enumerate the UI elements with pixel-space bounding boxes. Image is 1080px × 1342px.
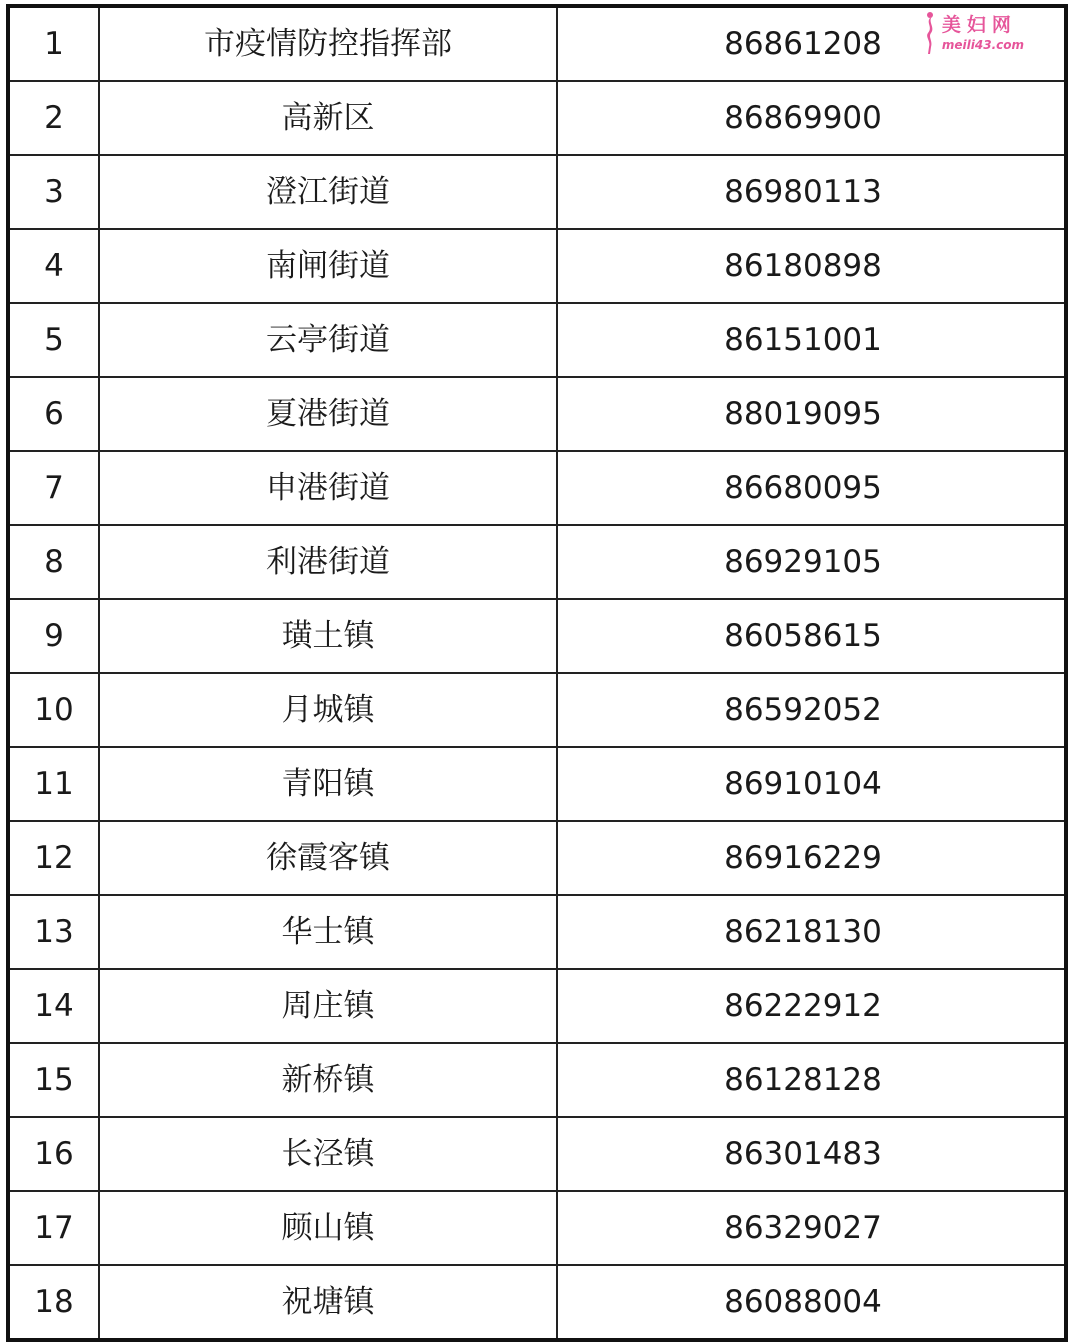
table-row	[8, 6, 1066, 81]
unit-name: 周庄镇	[99, 969, 557, 1043]
unit-name: 利港街道	[99, 525, 557, 599]
phone-number: 86222912	[724, 987, 882, 1024]
phone-number: 86151001	[724, 321, 882, 358]
table-row	[8, 377, 1066, 451]
phone-cell	[557, 747, 1066, 821]
phone-cell	[557, 673, 1066, 747]
unit-name: 澄江街道	[99, 155, 557, 229]
row-number: 9	[8, 599, 99, 673]
row-number: 2	[8, 81, 99, 155]
phone-number: 86869900	[724, 99, 882, 136]
phone-number: 86592052	[724, 691, 882, 728]
table-row	[8, 747, 1066, 821]
unit-name: 长泾镇	[99, 1117, 557, 1191]
table-row	[8, 451, 1066, 525]
phone-cell	[557, 451, 1066, 525]
phone-number: 86088004	[724, 1283, 882, 1320]
row-number: 3	[8, 155, 99, 229]
phone-number: 86058615	[724, 617, 882, 654]
phone-cell	[557, 969, 1066, 1043]
table-row	[8, 1191, 1066, 1265]
row-number: 14	[8, 969, 99, 1043]
row-number: 18	[8, 1265, 99, 1340]
table-row	[8, 81, 1066, 155]
table-row	[8, 969, 1066, 1043]
phone-number: 86980113	[724, 173, 882, 210]
unit-name: 祝塘镇	[99, 1265, 557, 1340]
row-number: 16	[8, 1117, 99, 1191]
table-row	[8, 303, 1066, 377]
table-row	[8, 1043, 1066, 1117]
phone-number: 86861208	[724, 25, 882, 62]
hotline-table-body	[8, 6, 1066, 1340]
phone-cell	[557, 81, 1066, 155]
row-number: 13	[8, 895, 99, 969]
unit-name: 申港街道	[99, 451, 557, 525]
table-row	[8, 821, 1066, 895]
phone-number: 86329027	[724, 1209, 882, 1246]
phone-cell	[557, 599, 1066, 673]
phone-number: 86301483	[724, 1135, 882, 1172]
phone-cell	[557, 525, 1066, 599]
table-row	[8, 229, 1066, 303]
table-row	[8, 895, 1066, 969]
table-row	[8, 599, 1066, 673]
phone-cell	[557, 1043, 1066, 1117]
unit-name: 月城镇	[99, 673, 557, 747]
row-number: 5	[8, 303, 99, 377]
row-number: 6	[8, 377, 99, 451]
table-row	[8, 525, 1066, 599]
phone-number: 88019095	[724, 395, 882, 432]
phone-cell	[557, 1191, 1066, 1265]
unit-name: 南闸街道	[99, 229, 557, 303]
phone-cell	[557, 821, 1066, 895]
table-row	[8, 673, 1066, 747]
unit-name: 高新区	[99, 81, 557, 155]
unit-name: 云亭街道	[99, 303, 557, 377]
phone-cell	[557, 303, 1066, 377]
unit-name: 夏港街道	[99, 377, 557, 451]
table-row	[8, 155, 1066, 229]
phone-cell	[557, 895, 1066, 969]
row-number: 7	[8, 451, 99, 525]
row-number: 11	[8, 747, 99, 821]
row-number: 17	[8, 1191, 99, 1265]
phone-number: 86128128	[724, 1061, 882, 1098]
unit-name: 顾山镇	[99, 1191, 557, 1265]
row-number: 1	[8, 6, 99, 81]
phone-cell	[557, 1265, 1066, 1340]
phone-number: 86910104	[724, 765, 882, 802]
row-number: 4	[8, 229, 99, 303]
unit-name: 新桥镇	[99, 1043, 557, 1117]
unit-name: 青阳镇	[99, 747, 557, 821]
unit-name: 徐霞客镇	[99, 821, 557, 895]
watermark-name: 美妇网	[941, 13, 1017, 36]
row-number: 12	[8, 821, 99, 895]
phone-number: 86929105	[724, 543, 882, 580]
phone-number: 86680095	[724, 469, 882, 506]
unit-name: 华士镇	[99, 895, 557, 969]
phone-cell	[557, 155, 1066, 229]
phone-cell	[557, 377, 1066, 451]
phone-number: 86916229	[724, 839, 882, 876]
phone-cell	[557, 229, 1066, 303]
table-row	[8, 1117, 1066, 1191]
phone-cell	[557, 1117, 1066, 1191]
unit-name: 市疫情防控指挥部	[99, 6, 557, 81]
hotline-table	[6, 4, 1068, 1342]
phone-number: 86180898	[724, 247, 882, 284]
row-number: 15	[8, 1043, 99, 1117]
hotline-table-container	[6, 4, 1068, 1320]
watermark-url: meili43.com	[941, 37, 1024, 52]
phone-cell	[557, 6, 1066, 81]
unit-name: 璜土镇	[99, 599, 557, 673]
phone-number: 86218130	[724, 913, 882, 950]
table-row	[8, 1265, 1066, 1340]
row-number: 8	[8, 525, 99, 599]
row-number: 10	[8, 673, 99, 747]
